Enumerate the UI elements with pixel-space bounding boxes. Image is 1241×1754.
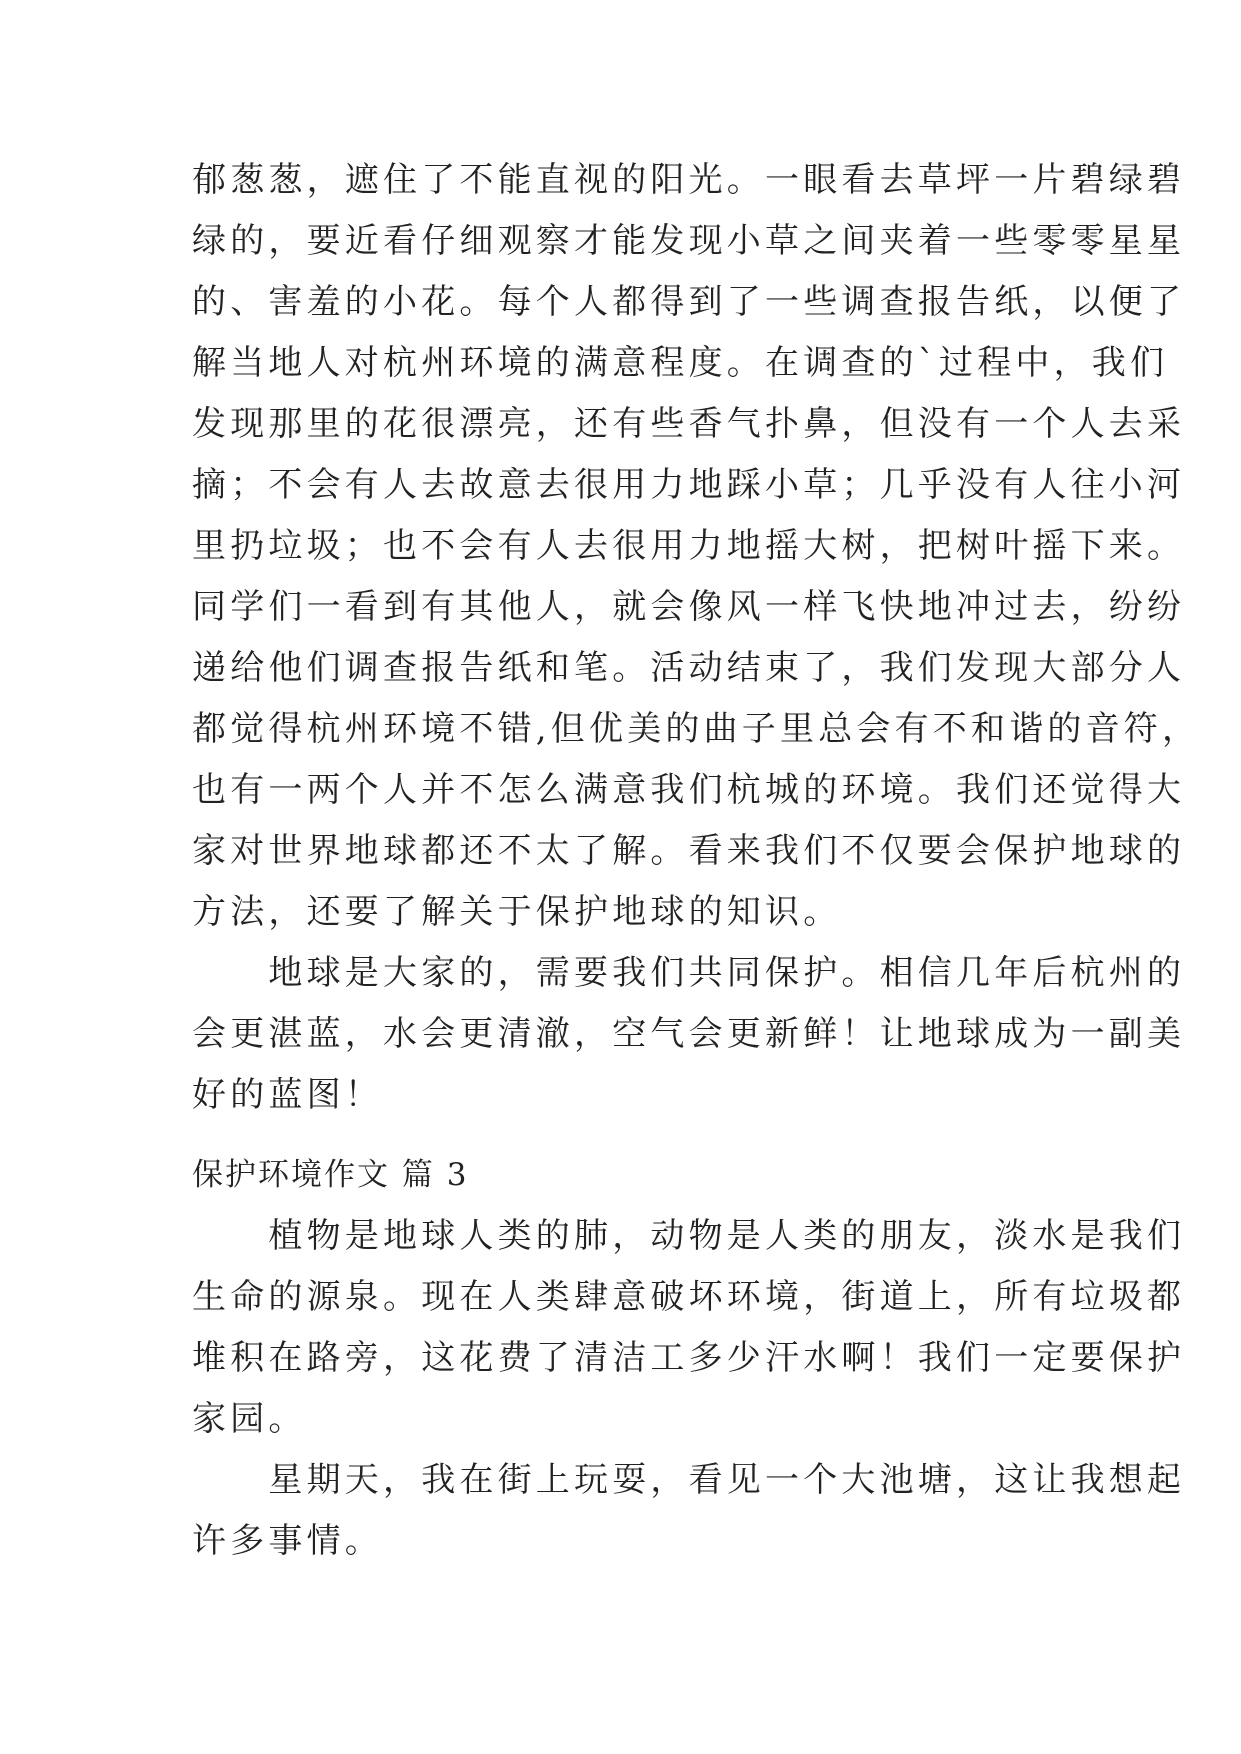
text-line: 许多事情。 <box>192 1521 383 1561</box>
text-line: 地球是大家的，需要我们共同保护。相信几年后杭州的 <box>192 953 1186 993</box>
text-line: 家园。 <box>192 1399 307 1439</box>
text-line: 星期天，我在街上玩耍，看见一个大池塘，这让我想起 <box>192 1460 1186 1500</box>
text-line: 里扔垃圾；也不会有人去很用力地摇大树，把树叶摇下来。 <box>192 526 1186 566</box>
text-line: 郁葱葱，遮住了不能直视的阳光。一眼看去草坪一片碧绿碧 <box>192 160 1186 200</box>
text-line: 生命的源泉。现在人类肆意破坏环境，街道上，所有垃圾都 <box>192 1277 1186 1317</box>
essay-body-continued <box>192 150 1201 1126</box>
text-line: 同学们一看到有其他人，就会像风一样飞快地冲过去，纷纷 <box>192 587 1186 627</box>
text-line: 也有一两个人并不怎么满意我们杭城的环境。我们还觉得大 <box>192 770 1186 810</box>
text-line: 都觉得杭州环境不错,但优美的曲子里总会有不和谐的音符， <box>192 709 1201 749</box>
text-line: 方法，还要了解关于保护地球的知识。 <box>192 892 842 932</box>
text-line: 解当地人对杭州环境的满意程度。在调查的`过程中，我们 <box>192 343 1169 383</box>
text-line: 绿的，要近看仔细观察才能发现小草之间夹着一些零零星星 <box>192 221 1186 261</box>
text-line: 发现那里的花很漂亮，还有些香气扑鼻，但没有一个人去采 <box>192 404 1186 444</box>
text-line: 会更湛蓝，水会更清澈，空气会更新鲜！让地球成为一副美 <box>192 1014 1186 1054</box>
text-line: 的、害羞的小花。每个人都得到了一些调查报告纸，以便了 <box>192 282 1186 322</box>
text-line: 堆积在路旁，这花费了清洁工多少汗水啊！我们一定要保护 <box>192 1338 1186 1378</box>
text-line: 植物是地球人类的肺，动物是人类的朋友，淡水是我们 <box>192 1216 1186 1256</box>
section-heading: 保护环境作文 篇 3 <box>192 1157 469 1193</box>
text-line: 递给他们调查报告纸和笔。活动结束了，我们发现大部分人 <box>192 648 1186 688</box>
text-line: 家对世界地球都还不太了解。看来我们不仅要会保护地球的 <box>192 831 1186 871</box>
text-line: 好的蓝图！ <box>192 1075 383 1115</box>
text-line: 摘；不会有人去故意去很用力地踩小草；几乎没有人往小河 <box>192 465 1186 505</box>
essay-body-section-3 <box>192 1206 1186 1572</box>
